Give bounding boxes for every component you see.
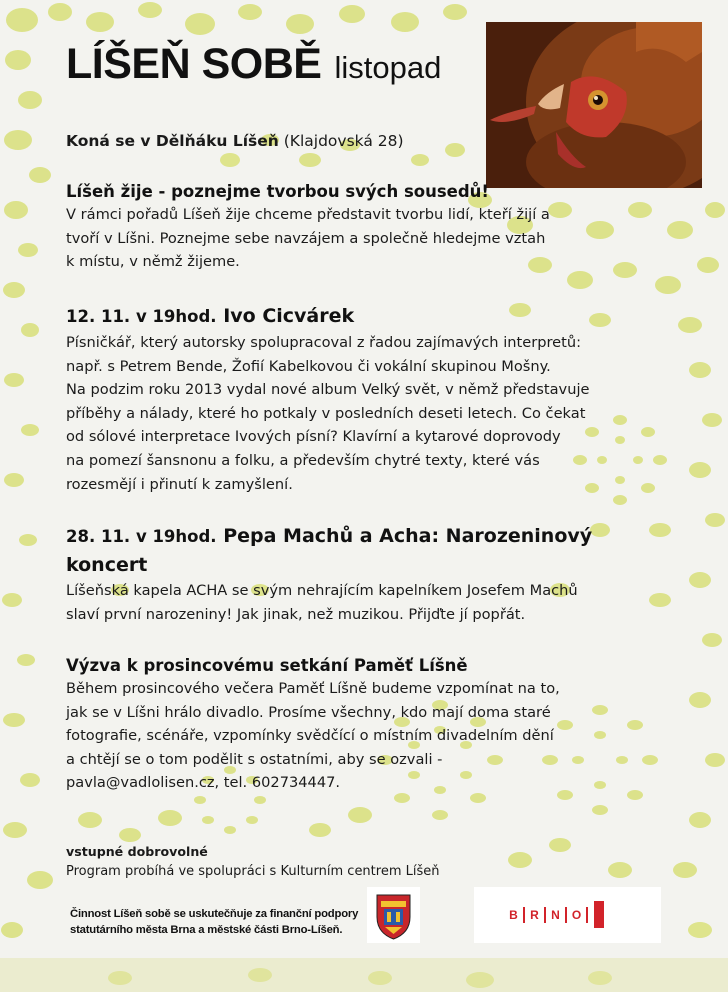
venue-name: Koná se v Dělňáku Líšeň [66,132,279,150]
section-heading: Líšeň žije - poznejme tvorbou svých sousedů! [66,182,489,201]
section-line: od sólové interpretace Ivových písní? Klavírní a kytarové doprovody [66,428,561,446]
brno-letter: B [509,907,518,922]
section-pamet-lisne [66,654,666,795]
title-main: LÍŠEŇ SOBĚ [66,40,322,88]
title-month: listopad [334,50,442,85]
section-line: Líšeňská kapela ACHA se svým nehrajícím kapelníkem Josefem Machů [66,582,578,599]
venue-line [66,132,666,150]
lisen-coat-of-arms [367,887,420,943]
section-line: V rámci pořadů Líšeň žije chceme představit tvorbu lidí, kteří žijí a [66,206,550,223]
section-line: a chtějí se o tom podělit s ostatními, aby se ozvali - [66,750,443,768]
brno-letter: N [551,907,560,922]
event-date: 28. 11. v 19hod. [66,527,217,546]
section-lisen-zije [66,180,666,274]
funding-line: statutárního města Brna a městské části Brno-Líšeň. [70,924,343,936]
section-line: fotografie, scénáře, vzpomínky svědčící o místním divadelním dění [66,727,554,745]
section-line: na pomezí šansnonu a folku, a především chytré texty, které vás [66,451,540,469]
section-ivo-cicvarek [66,302,666,496]
section-line: k místu, v němž žijeme. [66,253,240,271]
section-line: jak se v Líšni hrálo divadlo. Prosíme všechny, kdo mají doma staré [66,703,551,721]
section-pepa-machu [66,522,666,626]
brno-letter: R [530,907,539,922]
venue-address: (Klajdovská 28) [283,132,404,150]
section-line: Písničkář, který autorsky spolupracoval z řadou zajímavých interpretů: [66,334,582,351]
admission-note: vstupné dobrovolné [66,844,208,859]
section-line: příběhy a nálady, které ho potkaly v posledních deseti letech. Co čekat [66,404,586,422]
section-line: rozesmějí i přinutí k zamyšlení. [66,475,293,493]
event-title-continued: koncert [66,554,148,576]
funding-line: Činnost Líšeň sobě se uskutečňuje za finanční podpory [70,908,359,920]
funding-note [70,906,360,938]
section-line: Během prosincového večera Paměť Líšně budeme vzpomínat na to, [66,680,560,697]
event-date: 12. 11. v 19hod. [66,307,217,326]
section-line: např. s Petrem Bende, Žofií Kabelkovou či vokální skupinou Mošny. [66,357,551,375]
brno-logo [474,887,661,943]
brno-letter: O [571,907,582,922]
poster-title [66,40,441,89]
event-heading [66,522,666,551]
event-title: Ivo Cicvárek [223,305,355,327]
section-line: slaví první narozeniny! Jak jinak, než muzikou. Přijďte jí popřát. [66,605,526,623]
section-heading: Výzva k prosincovému setkání Paměť Líšně [66,656,468,675]
contact-line: pavla@vadlolisen.cz, tel. 602734447. [66,774,341,792]
footer-info [66,842,666,882]
hen-photo [486,22,702,188]
cooperation-note: Program probíhá ve spolupráci s Kulturním centrem Líšeň [66,864,440,879]
section-line: tvoří v Líšni. Poznejme sebe navzájem a společně hledejme vztah [66,229,546,247]
event-heading [66,302,666,331]
brno-divider [586,907,588,923]
event-title: Pepa Machů a Acha: Narozeninový [223,525,593,547]
brno-red-block [594,901,604,928]
section-line: Na podzim roku 2013 vydal nové album Velký svět, v němž představuje [66,381,590,399]
